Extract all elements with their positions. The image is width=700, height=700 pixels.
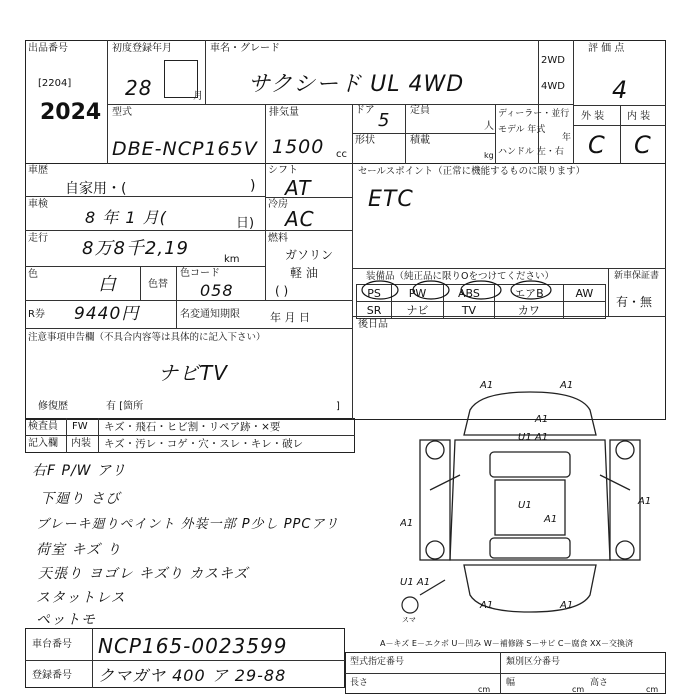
grid-line [25,230,265,231]
legend: A－キズ E－エクボ U－凹み W－補修跡 S－サビ C－腐食 XX－交換済 [380,639,634,648]
color-code-value: 058 [200,281,234,300]
circle-ps [362,281,398,299]
equip-navi: ナビ [392,302,444,319]
equip-aw: AW [563,285,605,302]
mark-line-1 [430,475,460,490]
length-label: 長さ [350,678,369,688]
doors-label: ドア [355,105,375,116]
wheel-rr [616,541,634,559]
inspector-label-2: 記入欄 [28,438,58,449]
sumo-label: スマ [402,616,416,624]
type-label: 型式指定番号 [350,657,405,667]
grid-line [140,266,141,300]
load-label: 積載 [410,135,430,146]
equipment-circles [356,280,606,316]
category-label: 類別区分番号 [506,657,561,667]
windshield [490,452,570,477]
grid-line [352,268,666,269]
equip-ps: PS [357,285,392,302]
car-front-outline [464,392,596,435]
width-label: 幅 [506,678,516,688]
lot-label: 出品番号 [28,43,68,54]
remark-4: 荷室 キズ り [36,542,122,558]
grid-line [345,673,666,674]
equip-abs: ABS [443,285,494,302]
grid-line [265,104,266,164]
color-code-label: 色コード [180,268,220,279]
remark-5: 天張り ヨゴレ キズり カスキズ [38,566,249,582]
sales-value: ETC [368,187,414,212]
fuel-diesel: 軽 油 [290,266,318,280]
grid-line [573,40,574,164]
sales-title: セールスポイント（正常に機能するものに限ります） [358,166,586,177]
drive-2wd: 2WD [541,55,565,66]
remark-7: ペットモ [36,612,96,628]
score-value: 4 [612,76,629,104]
fuel-paren: ( ) [275,284,289,298]
remark-6: スタットレス [36,590,126,606]
score-label: 評 価 点 [588,43,625,54]
color-value: 白 [98,274,117,295]
ext-value: C [588,131,606,159]
grid-line [352,163,353,420]
dealer-label: ディーラー・並行 [498,109,570,119]
history-label: 車歴 [28,165,48,176]
grid-line [538,40,539,164]
lot-small: [2204] [38,78,72,89]
int-value: C [634,131,652,159]
grid-line [98,418,99,453]
damage-mark: A1 [400,518,414,529]
repair-label: 修復歴 [38,401,68,412]
first-reg-label: 初度登録年月 [112,43,172,54]
grid-line [25,328,352,329]
damage-mark: A1 [560,380,574,391]
displacement-value: 1500 [272,136,325,158]
drive-4wd: 4WD [541,81,565,92]
mark-line-2 [600,475,630,490]
mileage-label: 走行 [28,233,48,244]
grid-line [500,652,501,694]
capacity-label: 定員 [410,105,430,116]
grid-line [25,300,352,301]
ac-label: 冷房 [268,199,288,210]
grid-line [66,418,67,453]
inspection-value: 8 年 1 月( [85,208,167,227]
recycle-label: R券 [28,309,45,320]
grid-line [495,104,496,164]
notes-value: ナビTV [158,361,228,385]
grid-line [405,104,406,164]
grid-line [107,40,108,164]
int-label: 内 装 [627,111,651,122]
displacement-label: 排気量 [269,107,299,118]
length-unit: cm [478,685,491,694]
right-side-panel [610,440,640,560]
recycle-value: 9440円 [74,304,140,324]
grid-line [176,266,177,328]
model-label: 型式 [112,107,132,118]
damage-mark: A1 [560,600,574,611]
handle-label: ハンドル 左・右 [498,147,564,157]
damage-mark: A1 [480,380,494,391]
wheel-rl [426,541,444,559]
equip-tv: TV [443,302,494,319]
inspection-label: 車検 [28,199,48,210]
equip-leather: カワ [495,302,564,319]
doors-value: 5 [378,110,391,131]
inspector-interior: 内装 [71,438,91,449]
damage-mark: A1 [638,496,652,507]
grid-line [352,104,353,164]
wheel-fl [426,441,444,459]
inspector-row-2: キズ・汚レ・コゲ・穴・スレ・キレ・破レ [104,438,304,450]
notes-title: 注意事項申告欄（不具合内容等は具体的に記入下さい） [28,332,266,343]
warranty-label: 新車保証書 [614,271,660,281]
shift-label: シフト [268,165,298,176]
grid-line [107,104,573,105]
color-label: 色 [28,269,38,280]
shift-value: AT [285,176,312,200]
remark-3: ブレーキ廻りペイント 外装一部 P少し PPCアリ [36,517,339,532]
damage-mark: A1 [535,414,549,425]
grid-line [352,133,495,134]
remark-2: 下廻り さび [40,491,121,507]
grid-line [25,435,355,436]
fuel-gas: ガソリン [285,248,334,262]
damage-mark: U1 A1 [400,577,431,588]
color-swap: 色替 [148,279,168,290]
mileage-value: 8万8千2,19 [82,238,189,259]
reg-value: クマガヤ 400 ア 29-88 [98,666,287,685]
year-unit: 年 [562,133,572,143]
inspector-fw: FW [72,421,88,432]
left-side-panel [420,440,450,560]
model-value: DBE-NCP165V [112,138,258,160]
month-box [164,60,198,98]
day-unit: 日) [236,216,255,231]
chassis-value: NCP165-0023599 [98,634,288,658]
repair-value: 有 [箇所 [106,401,144,412]
car-diagram [400,380,660,625]
damage-mark: U1 [518,500,532,511]
grid-line [25,196,265,197]
ext-label: 外 装 [581,111,605,122]
equip-sr: SR [357,302,392,319]
month-unit: 月 [193,91,203,102]
sumo-circle [402,597,418,613]
circle-abs [461,281,501,299]
name-label: 車名・グレード [210,43,280,54]
inspector-label-1: 検査員 [28,421,58,432]
first-reg-value: 28 [125,76,153,100]
warranty-value: 有・無 [616,295,653,309]
height-label: 高さ [590,678,609,688]
width-unit: cm [572,685,585,694]
lot-number: 2024 [40,100,102,125]
grid-line [25,660,345,661]
history-close: ) [250,178,256,194]
equip-airbag: エアB [495,285,564,302]
damage-mark: U1 A1 [518,432,549,443]
ac-value: AC [285,207,315,231]
equip-pw: PW [392,285,444,302]
grid-line [608,268,609,316]
equipment-title: 装備品（純正品に限りOをつけてください） [366,271,554,282]
grid-line [25,266,265,267]
circle-pw [413,281,449,299]
grid-line [92,628,93,688]
model-year-label: モデル 年式 [498,125,546,135]
damage-mark: A1 [480,600,494,611]
history-value: 自家用・( [65,181,127,197]
inspector-row-1: キズ・飛石・ヒビ割・リペア跡・×要 [104,421,281,433]
chassis-label: 車台番号 [32,639,72,650]
grid-line [205,40,206,104]
nameplate-label: 名変通知期限 [180,309,240,320]
cc-unit: cc [336,149,347,160]
shape-label: 形状 [355,135,375,146]
person-unit: 人 [484,121,494,132]
reg-label: 登録番号 [32,670,72,681]
nameplate-value: 年 月 日 [270,311,310,324]
rear-window [490,538,570,558]
fuel-label: 燃料 [268,233,288,244]
remark-1: 右F P/W アリ [32,463,127,479]
wheel-fr [616,441,634,459]
kg-unit: kg [484,151,494,160]
name-value: サクシード UL 4WD [248,72,465,97]
km-unit: km [224,254,240,265]
damage-mark: A1 [544,514,558,525]
height-unit: cm [646,685,659,694]
repair-close: ] [336,401,340,412]
grid-line [620,105,621,164]
circle-airbag [511,281,551,299]
grid-line [265,163,266,300]
parts-label: 後日品 [358,319,388,330]
